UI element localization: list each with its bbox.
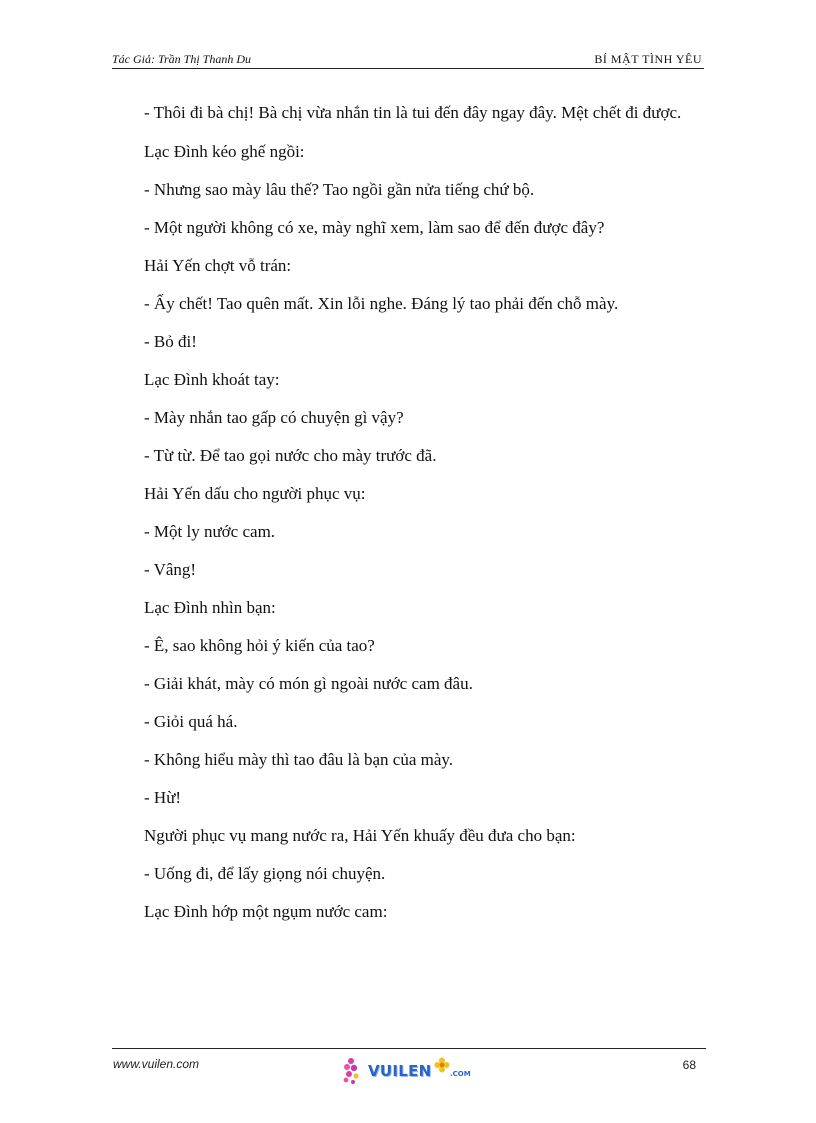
paragraph: - Ấy chết! Tao quên mất. Xin lỗi nghe. Đáng lý tao phải đến chỗ mày. (144, 294, 619, 313)
paragraph: - Bỏ đi! (144, 332, 197, 351)
paragraph: Hải Yến dấu cho người phục vụ: (144, 484, 366, 503)
page-number: 68 (682, 1058, 696, 1072)
paragraph: - Không hiểu mày thì tao đâu là bạn của mày. (144, 750, 454, 769)
page-footer (112, 1048, 706, 1089)
paragraph: - Giải khát, mày có món gì ngoài nước cam đâu. (144, 674, 473, 693)
website-link[interactable]: www.vuilen.com (113, 1057, 200, 1071)
vuilen-logo[interactable] (342, 1055, 492, 1083)
paragraph: - Uống đi, để lấy giọng nói chuyện. (144, 864, 386, 883)
paragraph: - Từ từ. Để tao gọi nước cho mày trước đã. (144, 446, 437, 465)
paragraph: Lạc Đình nhìn bạn: (144, 598, 276, 617)
author-name: Tác Giả: Trần Thị Thanh Du (112, 52, 252, 66)
paragraph: - Mày nhắn tao gấp có chuyện gì vậy? (144, 408, 404, 427)
flower-icon (434, 1057, 450, 1073)
logo-suffix: .COM (450, 1070, 471, 1078)
book-title: BÍ MẬT TÌNH YÊU (594, 52, 702, 66)
paragraph: - Vâng! (144, 560, 197, 579)
paragraph: Lạc Đình hớp một ngụm nước cam: (144, 902, 388, 921)
paragraph: - Thôi đi bà chị! Bà chị vừa nhắn tin là tui đến đây ngay đây. Mệt chết đi được. (144, 103, 682, 122)
paragraph: - Nhưng sao mày lâu thế? Tao ngồi gần nửa tiếng chứ bộ. (144, 180, 535, 199)
paragraph: - Một ly nước cam. (144, 522, 276, 541)
paragraph: - Ê, sao không hỏi ý kiến của tao? (144, 636, 375, 655)
story-text (116, 102, 704, 939)
paragraph: - Một người không có xe, mày nghĩ xem, làm sao để đến được đây? (144, 218, 605, 237)
paragraph: Lạc Đình khoát tay: (144, 370, 280, 389)
paragraph: - Giỏi quá há. (144, 712, 238, 731)
logo-text: VUILEN (368, 1062, 432, 1080)
paragraph: Lạc Đình kéo ghế ngồi: (144, 142, 305, 161)
paragraph: Người phục vụ mang nước ra, Hải Yến khuấy đều đưa cho bạn: (144, 826, 576, 845)
page-header (112, 52, 704, 69)
paragraph: - Hừ! (144, 788, 182, 807)
paragraph: Hải Yến chợt vỗ trán: (144, 256, 292, 275)
